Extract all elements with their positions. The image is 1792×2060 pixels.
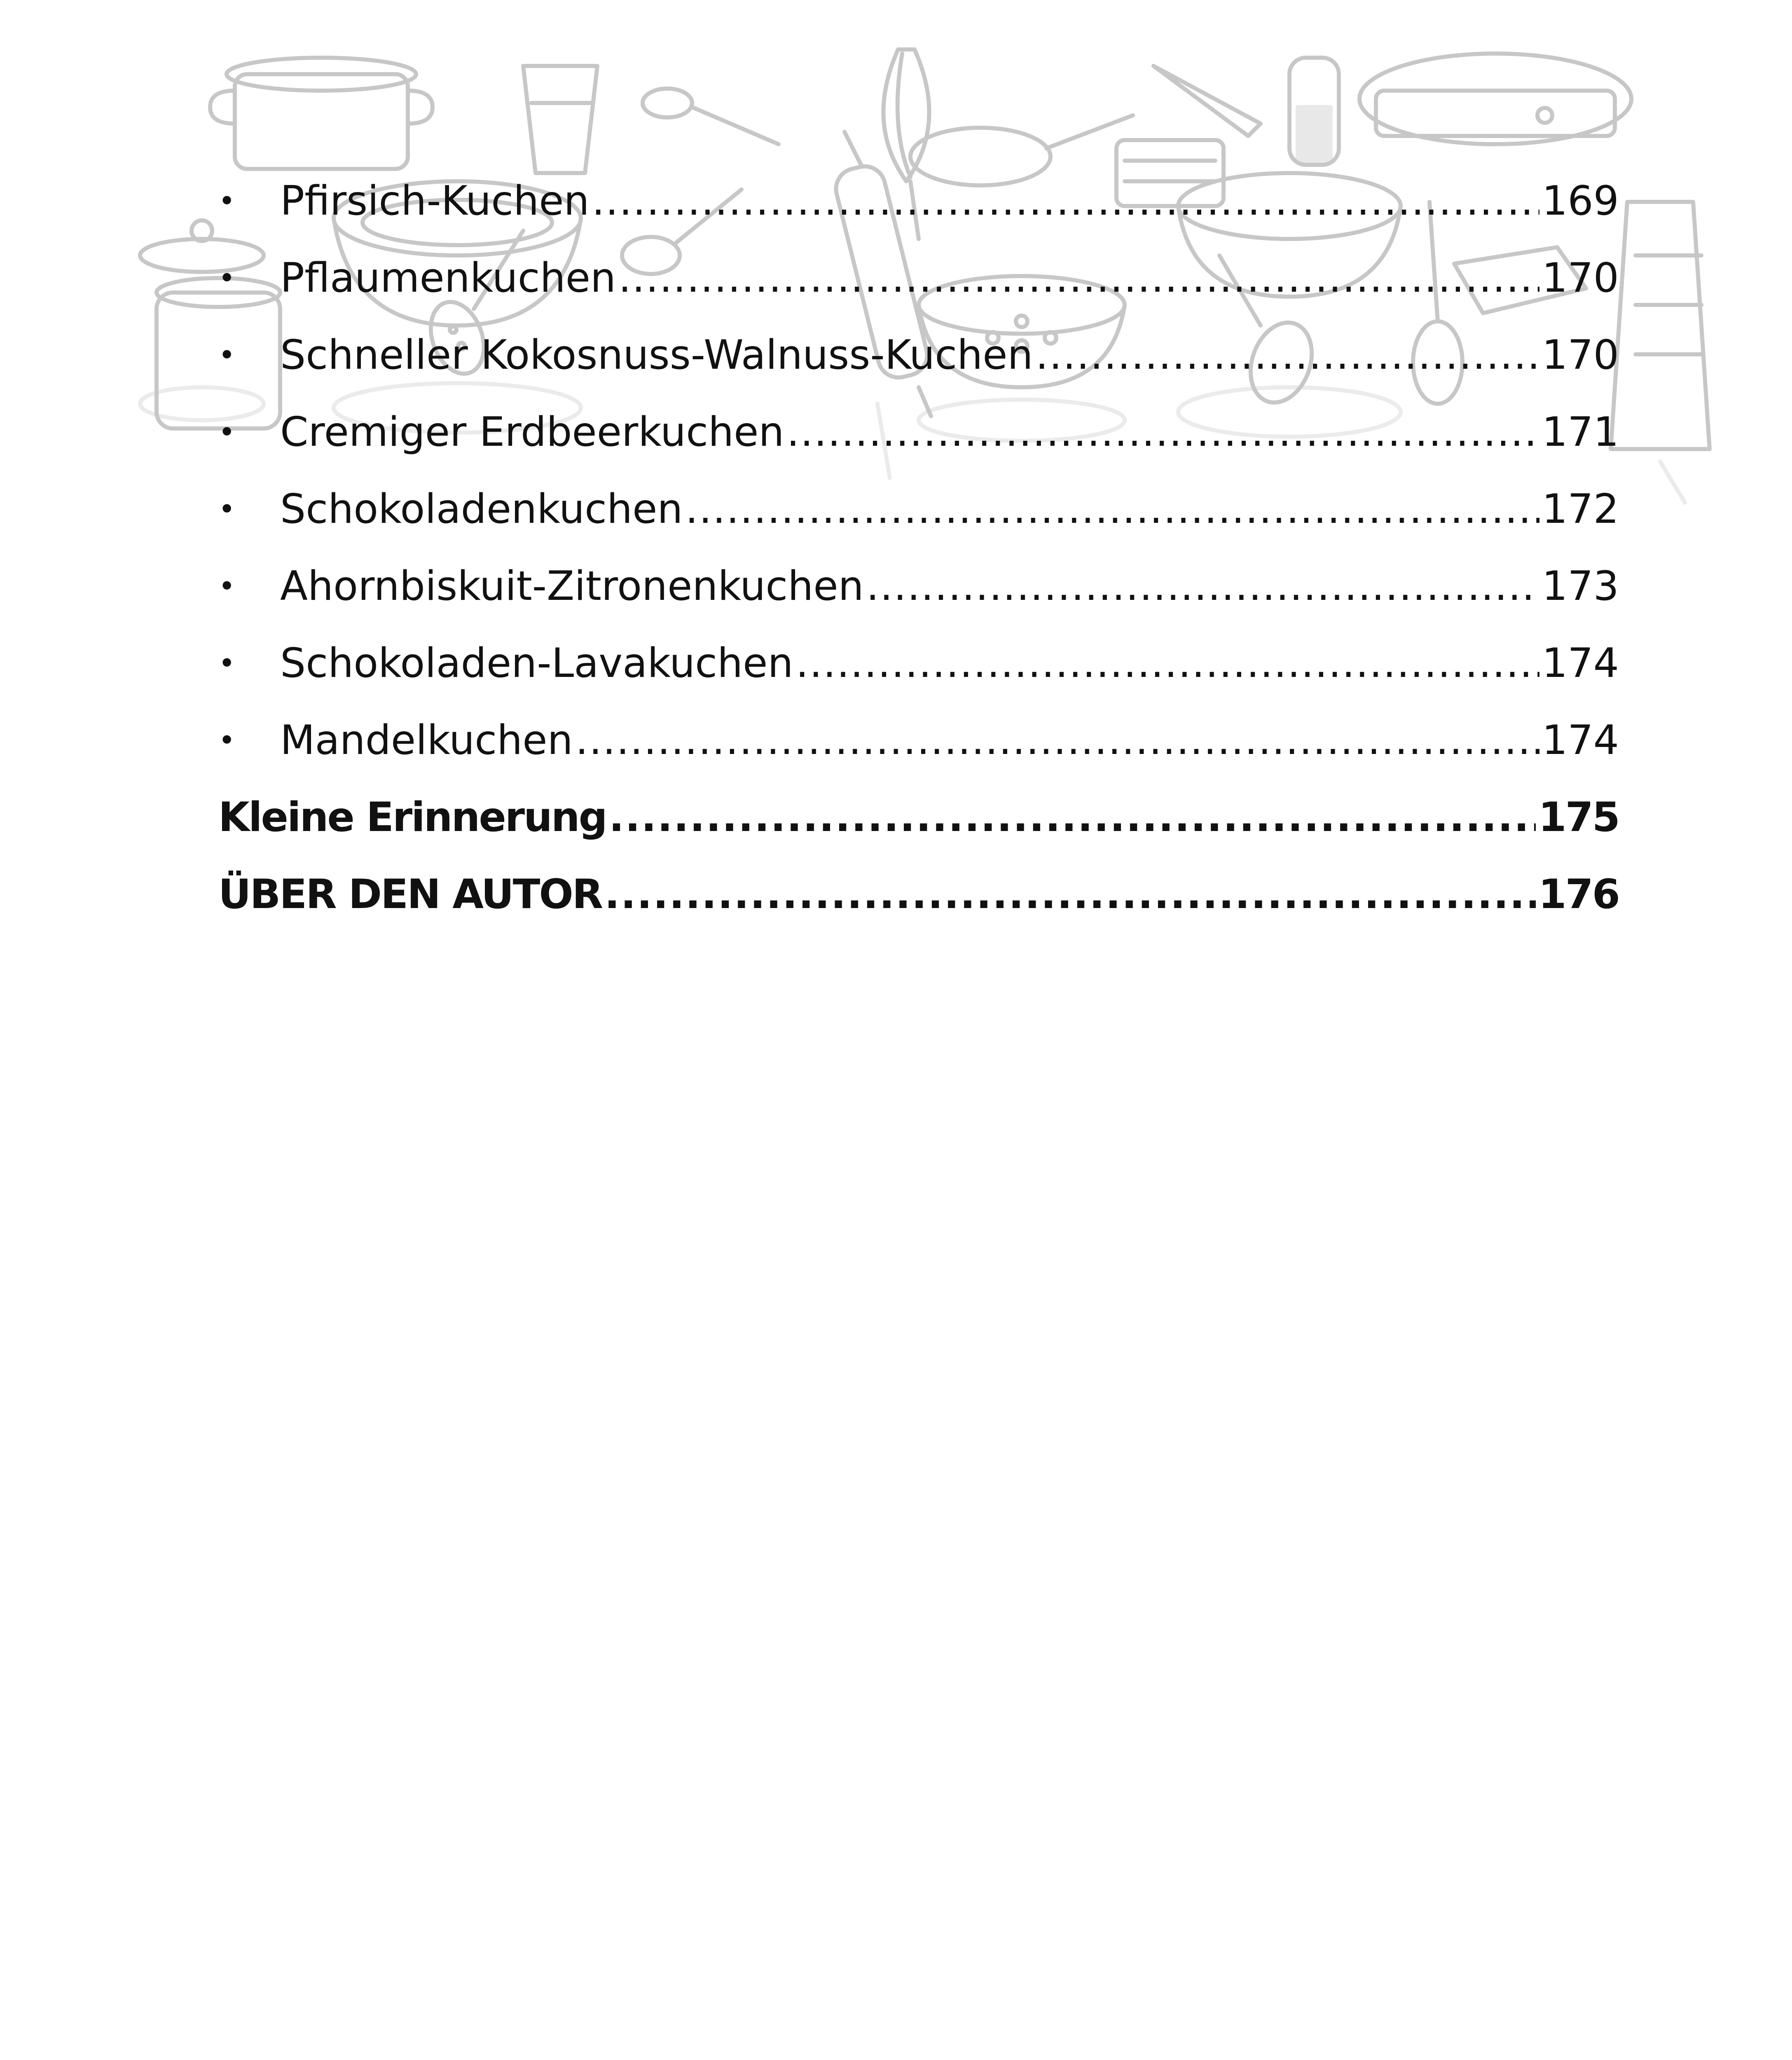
toc-entry-title: Schokoladenkuchen — [280, 486, 683, 533]
toc-entry[interactable] — [218, 702, 1619, 779]
toc-chapter-entry[interactable] — [218, 779, 1619, 856]
jar-icon — [1289, 58, 1339, 165]
dot-leader — [604, 856, 1536, 933]
dot-leader — [787, 394, 1539, 471]
glass-icon — [523, 66, 597, 173]
toc-entry-page: 173 — [1542, 563, 1619, 610]
toc-entry-page: 170 — [1542, 332, 1619, 379]
dot-leader — [1036, 317, 1539, 394]
toc-entry[interactable] — [218, 163, 1619, 240]
toc-chapter-title: Kleine Erinnerung — [218, 794, 606, 841]
toc-chapter-title: ÜBER DEN AUTOR — [218, 871, 602, 918]
bullet: • — [218, 415, 236, 449]
pot-icon — [210, 58, 433, 169]
toc-entry-page: 172 — [1542, 486, 1619, 533]
grater-icon — [1611, 202, 1710, 449]
dot-leader — [618, 240, 1539, 317]
toc-entry[interactable] — [218, 471, 1619, 548]
toc-entry[interactable] — [218, 625, 1619, 702]
toc-entry[interactable] — [218, 317, 1619, 394]
bullet: • — [218, 261, 236, 295]
toc-entry-title: Pfirsich-Kuchen — [280, 178, 590, 225]
toc-entry-page: 170 — [1542, 255, 1619, 302]
toc-entry-title: Pflaumenkuchen — [280, 255, 616, 302]
dot-leader — [609, 779, 1536, 856]
toc-entry[interactable] — [218, 240, 1619, 317]
toc-entry[interactable] — [218, 548, 1619, 625]
toc-chapter-entry[interactable] — [218, 856, 1619, 933]
dot-leader — [866, 548, 1539, 625]
toc-entry-page: 171 — [1542, 409, 1619, 456]
toc-entry[interactable] — [218, 394, 1619, 471]
toc-entry-title: Schneller Kokosnuss-Walnuss-Kuchen — [280, 332, 1033, 379]
dot-leader — [592, 163, 1539, 240]
springform-pan-icon — [1359, 54, 1631, 144]
toc-entry-page: 169 — [1542, 178, 1619, 225]
bullet: • — [218, 646, 236, 680]
knife-icon — [1153, 66, 1261, 136]
spoon-icon — [643, 89, 779, 144]
toc-entry-page: 174 — [1542, 640, 1619, 687]
toc-entry-title: Cremiger Erdbeerkuchen — [280, 409, 784, 456]
toc-entry-title: Mandelkuchen — [280, 717, 573, 764]
bullet: • — [218, 492, 236, 526]
toc-chapter-page: 176 — [1538, 871, 1619, 918]
bullet: • — [218, 338, 236, 372]
bullet: • — [218, 723, 236, 757]
dot-leader — [796, 625, 1539, 702]
toc-entry-title: Ahornbiskuit-Zitronenkuchen — [280, 563, 864, 610]
table-of-contents — [218, 163, 1619, 933]
bullet: • — [218, 184, 236, 218]
toc-chapter-page: 175 — [1538, 794, 1619, 841]
toc-entry-title: Schokoladen-Lavakuchen — [280, 640, 793, 687]
bullet: • — [218, 569, 236, 603]
toc-entry-page: 174 — [1542, 717, 1619, 764]
dot-leader — [575, 702, 1539, 779]
dot-leader — [685, 471, 1539, 548]
